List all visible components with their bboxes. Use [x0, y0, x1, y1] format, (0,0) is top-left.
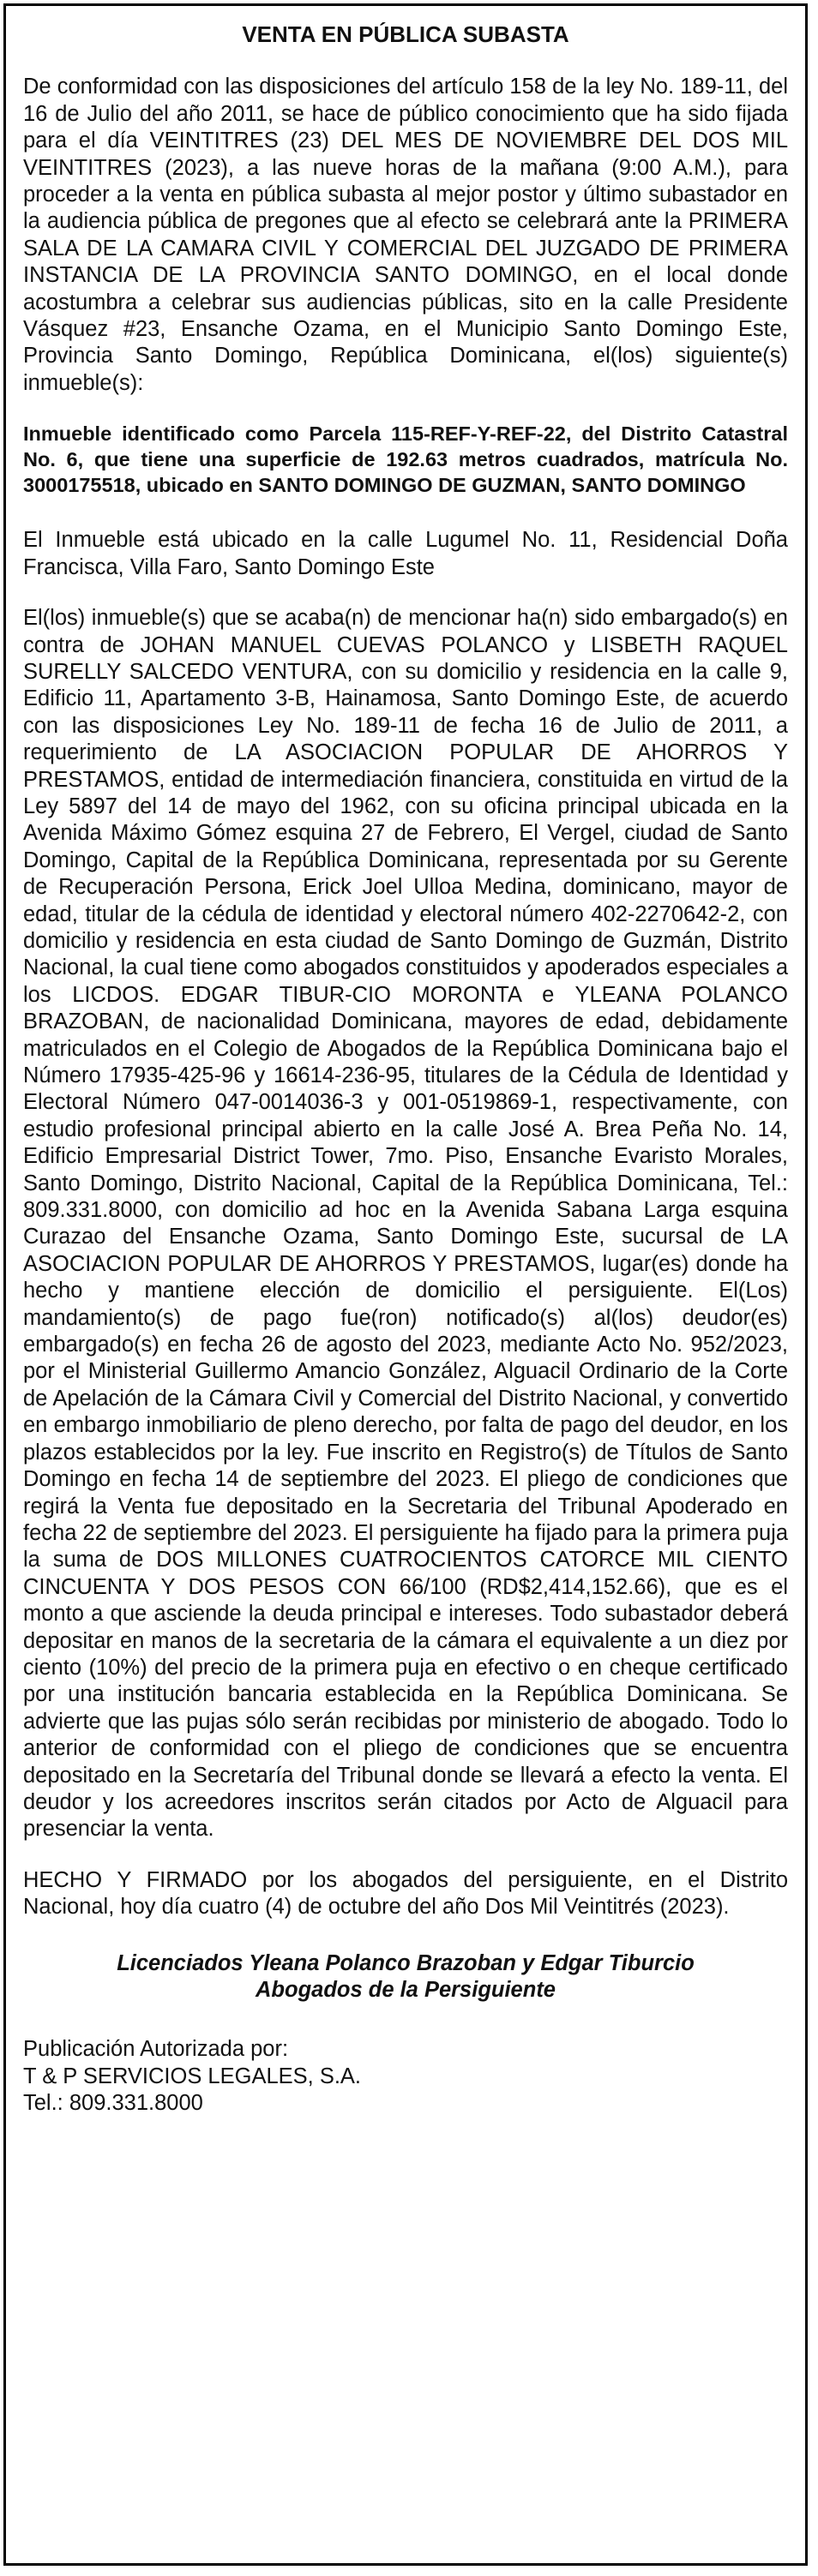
- details-paragraph: El(los) inmueble(s) que se acaba(n) de mencionar ha(n) sido embargado(s) en contra de JOHAN MANUEL CUEVAS POLANCO y LISBETH RAQUEL SURELLY SALCEDO VENTURA, con su domicilio y residencia en la calle 9, Edificio 11, Apartamento 3-B, Hainamosa, Santo Domingo Este, de acuerdo con las disposiciones Ley No. 189-11 de fecha 16 de Julio de 2011, a requerimiento de LA ASOCIACION POPULAR DE AHORROS Y PRESTAMOS, entidad de intermediación financiera, constituida en virtud de la Ley 5897 del 14 de mayo del 1962, con su oficina principal ubicada en la Avenida Máximo Gómez esquina 27 de Febrero, El Vergel, ciudad de Santo Domingo, Capital de la República Dominicana, representada por su Gerente de Recuperación Persona, Erick Joel Ulloa Medina, dominicano, mayor de edad, titular de la cédula de identidad y electoral número 402-2270642-2, con domicilio y residencia en esta ciudad de Santo Domingo de Guzmán, Distrito Nacional, la cual tiene como abogados constituidos y apoderados especiales a los LICDOS. EDGAR TIBUR-CIO MORONTA e YLEANA POLANCO BRAZOBAN, de nacionalidad Dominicana, mayores de edad, debidamente matriculados en el Colegio de Abogados de la República Dominicana bajo el Número 17935-425-96 y 16614-236-95, titulares de la Cédula de Identidad y Electoral Número 047-0014036-3 y 001-0519869-1, respectivamente, con estudio profesional principal abierto en la calle José A. Brea Peña No. 14, Edificio Empresarial District Tower, 7mo. Piso, Ensanche Evaristo Morales, Santo Domingo, Distrito Nacional, Capital de la República Dominicana, Tel.: 809.331.8000, con domicilio ad hoc en la Avenida Sabana Larga esquina Curazao del Ensanche Ozama, Santo Domingo Este, sucursal de LA ASOCIACION POPULAR DE AHORROS Y PRESTAMOS, lugar(es) donde ha hecho y mantiene elección de domicilio el persiguiente. El(Los) mandamiento(s) de pago fue(ron) notificado(s) al(los) deudor(es) embargado(s) en fecha 26 de agosto del 2023, mediante Acto No. 952/2023, por el Ministerial Guillermo Amancio González, Alguacil Ordinario de la Corte de Apelación de la Cámara Civil y Comercial del Distrito Nacional, y convertido en embargo inmobiliario de pleno derecho, por falta de pago del deudor, en los plazos establecidos por la ley. Fue inscrito en Registro(s) de Títulos de Santo Domingo en fecha 14 de septiembre del 2023. El pliego de condiciones que regirá la Venta fue depositado en la Secretaria del Tribunal Apoderado en fecha 22 de septiembre del 2023. El persiguiente ha fijado para la primera puja la suma de DOS MILLONES CUATROCIENTOS CATORCE MIL CIENTO CINCUENTA Y DOS PESOS CON 66/100 (RD$2,414,152.66), que es el monto a que asciende la deuda principal e intereses. Todo subastador deberá depositar en manos de la secretaria de la cámara el equivalente a un diez por ciento (10%) del precio de la primera puja en efectivo o en cheque certificado por una institución bancaria establecida en la República Dominicana. Se advierte que las pujas sólo serán recibidas por ministerio de abogado. Todo lo anterior de conformidad con el pliego de condiciones que se encuentra depositado en la Secretaría del Tribunal donde se llevará a efecto la venta. El deudor y los acreedores inscritos serán citados por Acto de Alguacil para presenciar la venta.: [23, 606, 788, 1842]
- signature-names: Licenciados Yleana Polanco Brazoban y Edgar Tiburcio: [117, 1950, 695, 1975]
- location-paragraph: El Inmueble está ubicado en la calle Lugumel No. 11, Residencial Doña Francisca, Villa Faro, Santo Domingo Este: [23, 528, 788, 579]
- property-description: Inmueble identificado como Parcela 115-REF-Y-REF-22, del Distrito Catastral No. 6, que tiene una superficie de 192.63 metros cuadrados, matrícula No. 3000175518, ubicado en SANTO DOMINGO DE GUZMAN, SANTO DOMINGO: [23, 422, 788, 497]
- notice-content: [23, 21, 788, 2118]
- signature-role: Abogados de la Persiguiente: [256, 1978, 556, 2002]
- footer-authorized: Publicación Autorizada por:: [23, 2037, 289, 2062]
- signature-block: [23, 1950, 788, 2004]
- signed-paragraph: HECHO Y FIRMADO por los abogados del persiguiente, en el Distrito Nacional, hoy día cuatro (4) de octubre del año Dos Mil Veintitrés (2023).: [23, 1867, 788, 1920]
- publication-footer: [23, 2036, 788, 2117]
- footer-phone: Tel.: 809.331.8000: [23, 2091, 203, 2116]
- intro-paragraph: De conformidad con las disposiciones del artículo 158 de la ley No. 189-11, del 16 de Julio del año 2011, se hace de público conocimiento que ha sido fijada para el día VEINTITRES (23) DEL MES DE NOVIEMBRE DEL DOS MIL VEINTITRES (2023), a las nueve horas de la mañana (9:00 A.M.), para proceder a la venta en pública subasta al mejor postor y último subastador en la audiencia pública de pregones que al efecto se celebrará ante la PRIMERA SALA DE LA CAMARA CIVIL Y COMERCIAL DEL JUZGADO DE PRIMERA INSTANCIA DE LA PROVINCIA SANTO DOMINGO, en el local donde acostumbra a celebrar sus audiencias públicas, sito en la calle Presidente Vásquez #23, Ensanche Ozama, en el Municipio Santo Domingo Este, Provincia Santo Domingo, República Dominicana, el(los) siguiente(s) inmueble(s):: [23, 75, 788, 395]
- footer-company: T & P SERVICIOS LEGALES, S.A.: [23, 2064, 362, 2088]
- notice-frame: [3, 3, 808, 2566]
- notice-title: VENTA EN PÚBLICA SUBASTA: [242, 21, 569, 47]
